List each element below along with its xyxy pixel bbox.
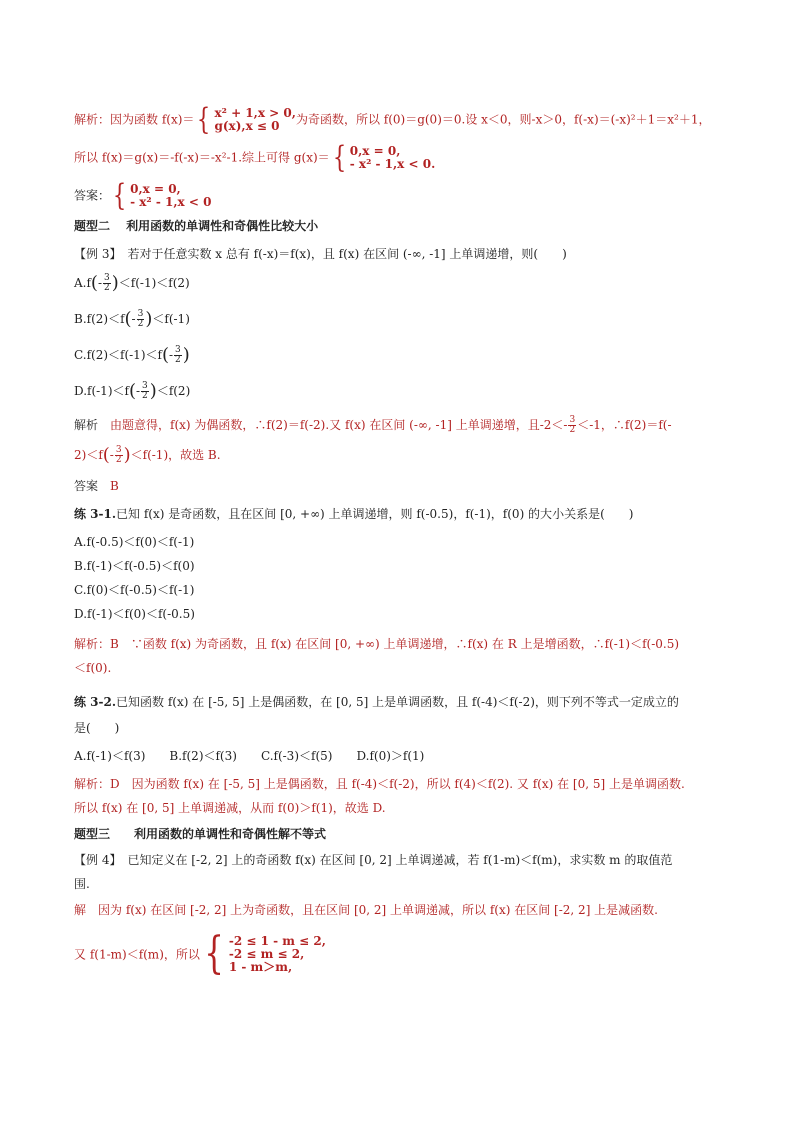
exercise-3-2-label: 练 3-2. bbox=[74, 695, 117, 709]
frac-c-den: 2 bbox=[175, 355, 181, 365]
example-3-option-d[interactable]: D.f(-1)＜f(- $\frac{3}{2}$ )＜f(2) bbox=[74, 380, 191, 402]
frac-d-num: 3 bbox=[142, 381, 148, 391]
res-a: 0,x = 0, bbox=[349, 144, 401, 158]
opt-a-pre: A.f bbox=[74, 276, 91, 290]
sol-l2a: 2)＜f bbox=[74, 448, 103, 462]
solution-1-line-2 bbox=[74, 140, 436, 175]
exercise-3-1-option-a[interactable]: A.f(-0.5)＜f(0)＜f(-1) bbox=[74, 535, 195, 549]
example-3-answer bbox=[74, 478, 119, 494]
answer-1-piecewise: { 0,x = 0, - x² - 1,x < 0 bbox=[112, 178, 212, 213]
example-4-text: 已知定义在 [-2, 2] 上的奇函数 f(x) 在区间 [0, 2] 上单调递减，若 f(1-m)＜f(m)，求实数 m 的取值范 bbox=[115, 853, 673, 867]
solution-1-cont: 为奇函数，所以 f(0)＝g(0)＝0.设 x＜0，则-x＞0，f(-x)＝(-x)²＋1＝x²＋1， bbox=[295, 112, 711, 127]
exercise-3-2-option-c[interactable]: C.f(-3)＜f(5) bbox=[260, 749, 333, 763]
solution-1-line-1 bbox=[74, 102, 711, 137]
example-3-text: 若对于任意实数 x 总有 f(-x)＝f(x)，且 f(x) 在区间 (-∞, -1] 上单调递增，则( ) bbox=[115, 247, 567, 261]
example-4-question bbox=[74, 852, 672, 868]
exercise-3-2-text: 已知函数 f(x) 在 [-5, 5] 上是偶函数，在 [0, 5] 上是单调函数，且 f(-4)＜f(-2)，则下列不等式一定成立的 bbox=[116, 695, 679, 709]
example-3-solution-line-2: 2)＜f(- $\frac{3}{2}$ )＜f(-1)，故选 B. bbox=[74, 444, 221, 466]
example-4-solution-line-1: 解 因为 f(x) 在区间 [-2, 2] 上为奇函数，且在区间 [0, 2] 上单调递减，所以 f(x) 在区间 [-2, 2] 上是减函数. bbox=[74, 903, 659, 917]
solution-1-line2-text: 所以 f(x)＝g(x)＝-f(-x)＝-x²-1.综上可得 g(x)＝ bbox=[74, 150, 330, 165]
frac-sol-den: 2 bbox=[569, 425, 576, 435]
opt-c-pre: C.f(2)＜f(-1)＜f bbox=[74, 348, 162, 362]
piecewise-f: { x² + 1,x > 0, g(x),x ≤ 0 bbox=[197, 102, 296, 137]
frac-a bbox=[103, 274, 111, 293]
frac-c bbox=[174, 346, 182, 365]
sol-l2b: ＜f(-1)，故选 B. bbox=[130, 448, 221, 462]
exercise-3-1-option-d[interactable]: D.f(-1)＜f(0)＜f(-0.5) bbox=[74, 607, 195, 621]
exercise-3-1-option-b[interactable]: B.f(-1)＜f(-0.5)＜f(0) bbox=[74, 559, 195, 573]
example-3-ans-label: 答案 bbox=[74, 479, 99, 493]
inequality-system: { -2 ≤ 1 - m ≤ 2, -2 ≤ m ≤ 2, 1 - m＞m, bbox=[204, 928, 326, 979]
exercise-3-2-solution-line-1: 解析：D 因为函数 f(x) 在 [-5, 5] 上是偶函数，且 f(-4)＜f(-2)，所以 f(4)＜f(2). 又 f(x) 在 [0, 5] 上是单调函数. bbox=[74, 777, 685, 791]
exercise-3-1-solution-line-1: 解析：B ∵函数 f(x) 为奇函数，且 f(x) 在区间 [0, +∞) 上单调递增，∴f(x) 在 R 上是增函数，∴f(-1)＜f(-0.5) bbox=[74, 637, 680, 651]
opt-d-post: ＜f(2) bbox=[156, 384, 191, 398]
opt-d-pre: D.f(-1)＜f bbox=[74, 384, 129, 398]
example-3-option-a[interactable]: A.f(- $\frac{3}{2}$ )＜f(-1)＜f(2) bbox=[74, 272, 190, 294]
frac-d bbox=[141, 382, 149, 401]
exercise-3-1-question bbox=[74, 506, 633, 522]
exercise-3-1-label: 练 3-1. bbox=[74, 507, 117, 521]
frac-b bbox=[137, 310, 145, 329]
answer-1-a: 0,x = 0, bbox=[130, 182, 181, 196]
exercise-3-2-question-cont: 是( ) bbox=[74, 721, 120, 735]
frac-sol bbox=[568, 416, 576, 435]
exercise-3-2-option-a[interactable]: A.f(-1)＜f(3) bbox=[74, 749, 146, 763]
answer-1-label: 答案： bbox=[74, 188, 111, 203]
exercise-3-2-solution-line-2: 所以 f(x) 在 [0, 5] 上单调递减，从而 f(0)＞f(1)，故选 D. bbox=[74, 801, 386, 815]
exercise-3-2-option-b[interactable]: B.f(2)＜f(3) bbox=[169, 749, 237, 763]
exercise-3-2-options bbox=[74, 748, 424, 764]
frac-b-den: 2 bbox=[137, 319, 144, 329]
example-3-sol-label: 解析 bbox=[74, 418, 99, 432]
frac-b-num: 3 bbox=[137, 309, 144, 319]
example-4-question-cont: 围. bbox=[74, 877, 90, 891]
section-3-title: 题型三 利用函数的单调性和奇偶性解不等式 bbox=[74, 827, 327, 841]
opt-b-post: ＜f(-1) bbox=[152, 312, 190, 326]
example-4-label: 【例 4】 bbox=[74, 853, 116, 867]
exercise-3-1-text: 已知 f(x) 是奇函数，且在区间 [0, +∞) 上单调递增，则 f(-0.5)，f(-1)，f(0) 的大小关系是( ) bbox=[116, 507, 634, 521]
example-4-sol-l2: 又 f(1-m)＜f(m)，所以 bbox=[74, 947, 200, 962]
answer-1 bbox=[74, 178, 212, 213]
example-3-option-b[interactable]: B.f(2)＜f(- $\frac{3}{2}$ )＜f(-1) bbox=[74, 308, 190, 330]
section-2-title: 题型二 利用函数的单调性和奇偶性比较大小 bbox=[74, 219, 319, 233]
answer-1-b: - x² - 1,x < 0 bbox=[130, 195, 212, 209]
piece-b: g(x),x ≤ 0 bbox=[214, 119, 280, 133]
exercise-3-2-question bbox=[74, 694, 679, 710]
frac-a-den: 2 bbox=[104, 283, 110, 293]
frac-a-num: 3 bbox=[104, 273, 110, 283]
piece-a: x² + 1,x > 0, bbox=[214, 106, 296, 120]
opt-a-post: ＜f(-1)＜f(2) bbox=[118, 276, 190, 290]
sys-b: -2 ≤ m ≤ 2, bbox=[228, 946, 305, 961]
frac-d-den: 2 bbox=[142, 391, 148, 401]
exercise-3-1-option-c[interactable]: C.f(0)＜f(-0.5)＜f(-1) bbox=[74, 583, 195, 597]
example-3-ans-value: B bbox=[98, 479, 119, 493]
frac-sol2 bbox=[115, 446, 123, 465]
example-3-solution-line-1 bbox=[74, 416, 672, 435]
frac-sol-num: 3 bbox=[569, 415, 576, 425]
frac-c-num: 3 bbox=[175, 345, 181, 355]
opt-b-pre: B.f(2)＜f bbox=[74, 312, 125, 326]
sys-c: 1 - m＞m, bbox=[228, 959, 293, 974]
sys-a: -2 ≤ 1 - m ≤ 2, bbox=[228, 933, 326, 948]
exercise-3-2-option-d[interactable]: D.f(0)＞f(1) bbox=[356, 749, 425, 763]
frac-sol2-num: 3 bbox=[115, 445, 122, 455]
example-3-option-c[interactable]: C.f(2)＜f(-1)＜f(- $\frac{3}{2}$ ) bbox=[74, 344, 190, 366]
res-b: - x² - 1,x < 0. bbox=[349, 157, 436, 171]
frac-sol2-den: 2 bbox=[115, 455, 122, 465]
solution-1-intro: 解析：因为函数 f(x)＝ bbox=[74, 112, 195, 127]
example-4-solution-line-2 bbox=[74, 928, 326, 979]
sol-l1a: 由题意得，f(x) 为偶函数，∴f(2)＝f(-2).又 f(x) 在区间 (-∞, -1] 上单调递增，且-2＜- bbox=[98, 418, 568, 432]
exercise-3-1-solution-line-2: ＜f(0). bbox=[74, 661, 112, 675]
example-3-question bbox=[74, 246, 567, 262]
piecewise-g: { 0,x = 0, - x² - 1,x < 0. bbox=[332, 140, 436, 175]
sol-l1b: ＜-1，∴f(2)＝f(- bbox=[577, 418, 672, 432]
example-3-label: 【例 3】 bbox=[74, 247, 116, 261]
